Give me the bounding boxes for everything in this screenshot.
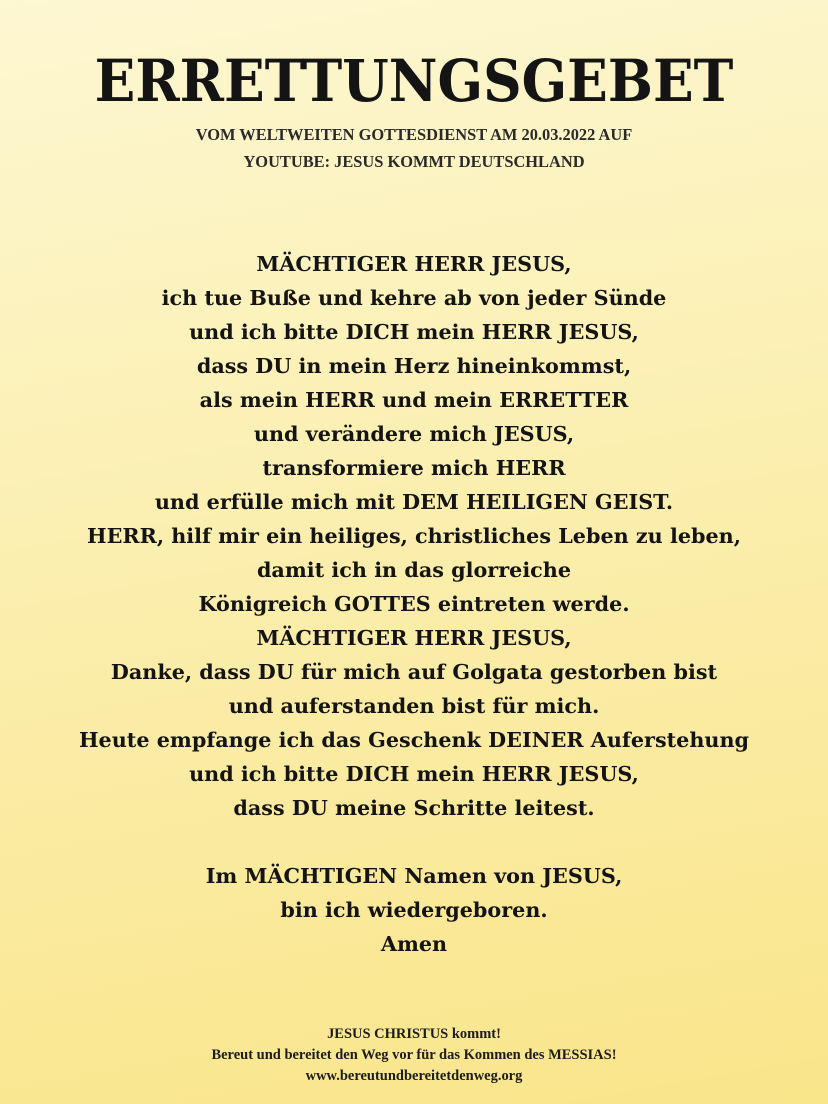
prayer-line: Königreich GOTTES eintreten werde. [198, 592, 630, 616]
subtitle-line-1: VOM WELTWEITEN GOTTESDIENST AM 20.03.2022 AUF [195, 125, 633, 144]
prayer-line: und auferstanden bist für mich. [228, 694, 600, 718]
prayer-line: HERR, hilf mir ein heiliges, christliches Leben zu leben, [87, 524, 741, 548]
prayer-line: Heute empfange ich das Geschenk DEINER Auferstehung [78, 728, 750, 752]
prayer-line: und ich bitte DICH mein HERR JESUS, [189, 762, 639, 786]
prayer-line: Danke, dass DU für mich auf Golgata gestorben bist [110, 660, 718, 684]
subtitle-line-2: YOUTUBE: JESUS KOMMT DEUTSCHLAND [243, 152, 585, 171]
prayer-line: ich tue Buße und kehre ab von jeder Sünde [161, 286, 667, 310]
prayer-line: MÄCHTIGER HERR JESUS, [256, 626, 572, 650]
closing-line: bin ich wiedergeboren. [280, 898, 548, 922]
prayer-text [0, 247, 828, 961]
page-footer [0, 1024, 828, 1087]
prayer-line: und erfülle mich mit DEM HEILIGEN GEIST. [154, 490, 674, 514]
page-title: ERRETTUNGSGEBET [94, 47, 734, 115]
prayer-line: damit ich in das glorreiche [256, 558, 572, 582]
prayer-line: als mein HERR und mein ERRETTER [199, 388, 629, 412]
prayer-line: MÄCHTIGER HERR JESUS, [256, 252, 572, 276]
prayer-line: transformiere mich HERR [262, 456, 566, 480]
page-subtitle [0, 121, 828, 175]
closing-line: Amen [380, 932, 448, 956]
closing-line: Im MÄCHTIGEN Namen von JESUS, [205, 864, 623, 888]
prayer-line: dass DU in mein Herz hineinkommst, [196, 354, 632, 378]
prayer-line: dass DU meine Schritte leitest. [233, 796, 595, 820]
stanza-gap [0, 825, 828, 859]
footer-website-link: www.bereutundbereitetdenweg.org [305, 1068, 523, 1084]
footer-line-1: JESUS CHRISTUS kommt! [327, 1026, 501, 1042]
prayer-line: und verändere mich JESUS, [253, 422, 575, 446]
prayer-line: und ich bitte DICH mein HERR JESUS, [189, 320, 639, 344]
footer-line-2: Bereut und bereitet den Weg vor für das Kommen des MESSIAS! [211, 1047, 617, 1063]
